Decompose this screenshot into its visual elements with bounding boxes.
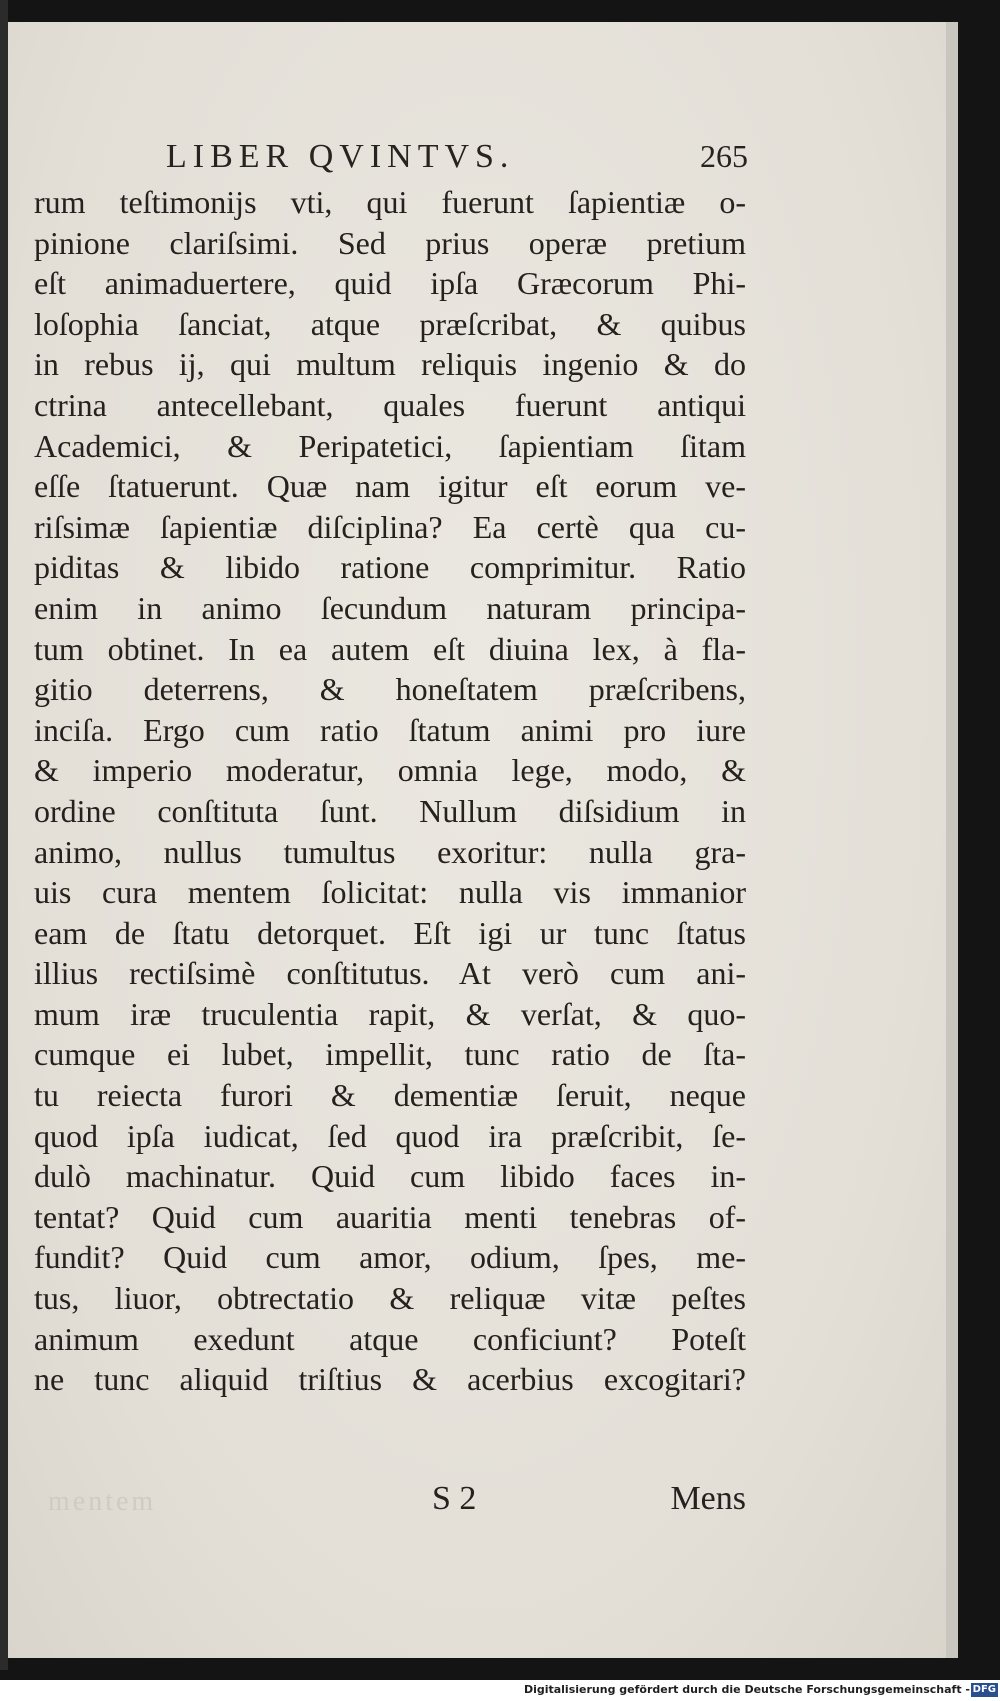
text-line: in rebus ij, qui multum reliquis ingenio & do (34, 346, 746, 383)
text-line: mum iræ truculentia rapit, & verſat, & quo- (34, 995, 746, 1032)
body-text (34, 182, 746, 1400)
text-line: uis cura mentem ſolicitat: nulla vis immanior (34, 874, 746, 911)
catchword: Mens (670, 1480, 746, 1517)
text-line: ordine conſtituta ſunt. Nullum diſsidium in (34, 792, 746, 829)
text-line: tus, liuor, obtrectatio & reliquæ vitæ peſtes (34, 1280, 746, 1317)
left-margin-strip (0, 0, 8, 1670)
text-line: riſsimæ ſapientiæ diſciplina? Ea certè qua cu- (34, 508, 746, 545)
credit-bar (0, 1680, 1000, 1701)
text-line: inciſa. Ergo cum ratio ſtatum animi pro iure (34, 711, 746, 748)
text-line: eſſe ſtatuerunt. Quæ nam igitur eſt eorum ve- (34, 468, 746, 505)
folio-number: 265 (700, 138, 748, 174)
signature-mark: S 2 (432, 1480, 477, 1517)
dfg-logo-badge: DFG (972, 1684, 996, 1695)
text-line: tu reiecta furori & dementiæ ſeruit, neque (34, 1077, 746, 1114)
show-through-text: mentem (48, 1486, 157, 1517)
running-title: LIBER QVINTVS. (166, 138, 515, 175)
page-header (8, 118, 946, 178)
page-surface (8, 22, 946, 1658)
text-line: quod ipſa iudicat, ſed quod ira præſcribit, ſe- (34, 1117, 746, 1154)
text-line: pinione clariſsimi. Sed prius operæ pretium (34, 224, 746, 261)
text-line: & imperio moderatur, omnia lege, modo, & (34, 752, 746, 789)
text-line: ne tunc aliquid triſtius & acerbius excogitari? (34, 1361, 746, 1398)
text-line: dulò machinatur. Quid cum libido faces in- (34, 1158, 746, 1195)
page-footer (34, 1480, 746, 1524)
text-line: fundit? Quid cum amor, odium, ſpes, me- (34, 1239, 746, 1276)
text-line: piditas & libido ratione comprimitur. Ratio (34, 549, 746, 586)
text-line: rum teſtimonijs vti, qui fuerunt ſapientiæ o- (34, 184, 746, 220)
text-line: cumque ei lubet, impellit, tunc ratio de ſta- (34, 1036, 746, 1073)
text-line: enim in animo ſecundum naturam principa- (34, 589, 746, 626)
text-line: animo, nullus tumultus exoritur: nulla gra- (34, 833, 746, 870)
text-line: Academici, & Peripatetici, ſapientiam ſitam (34, 427, 746, 464)
text-line: gitio deterrens, & honeſtatem præſcribens, (34, 671, 746, 708)
text-line: eſt animaduertere, quid ipſa Græcorum Phi- (34, 265, 746, 302)
book-page (8, 22, 958, 1658)
text-line: tum obtinet. In ea autem eſt diuina lex, à fla- (34, 630, 746, 667)
text-line: illius rectiſsimè conſtitutus. At verò cum ani- (34, 955, 746, 992)
text-line: animum exedunt atque conficiunt? Poteſt (34, 1320, 746, 1357)
text-line: loſophia ſanciat, atque præſcribat, & quibus (34, 305, 746, 342)
text-line: ctrina antecellebant, quales fuerunt antiqui (34, 386, 746, 423)
text-line: eam de ſtatu detorquet. Eſt igi ur tunc ſtatus (34, 914, 746, 951)
credit-text: Digitalisierung gefördert durch die Deutsche Forschungsgemeinschaft - (523, 1683, 970, 1696)
text-line: tentat? Quid cum auaritia menti tenebras of- (34, 1198, 746, 1235)
